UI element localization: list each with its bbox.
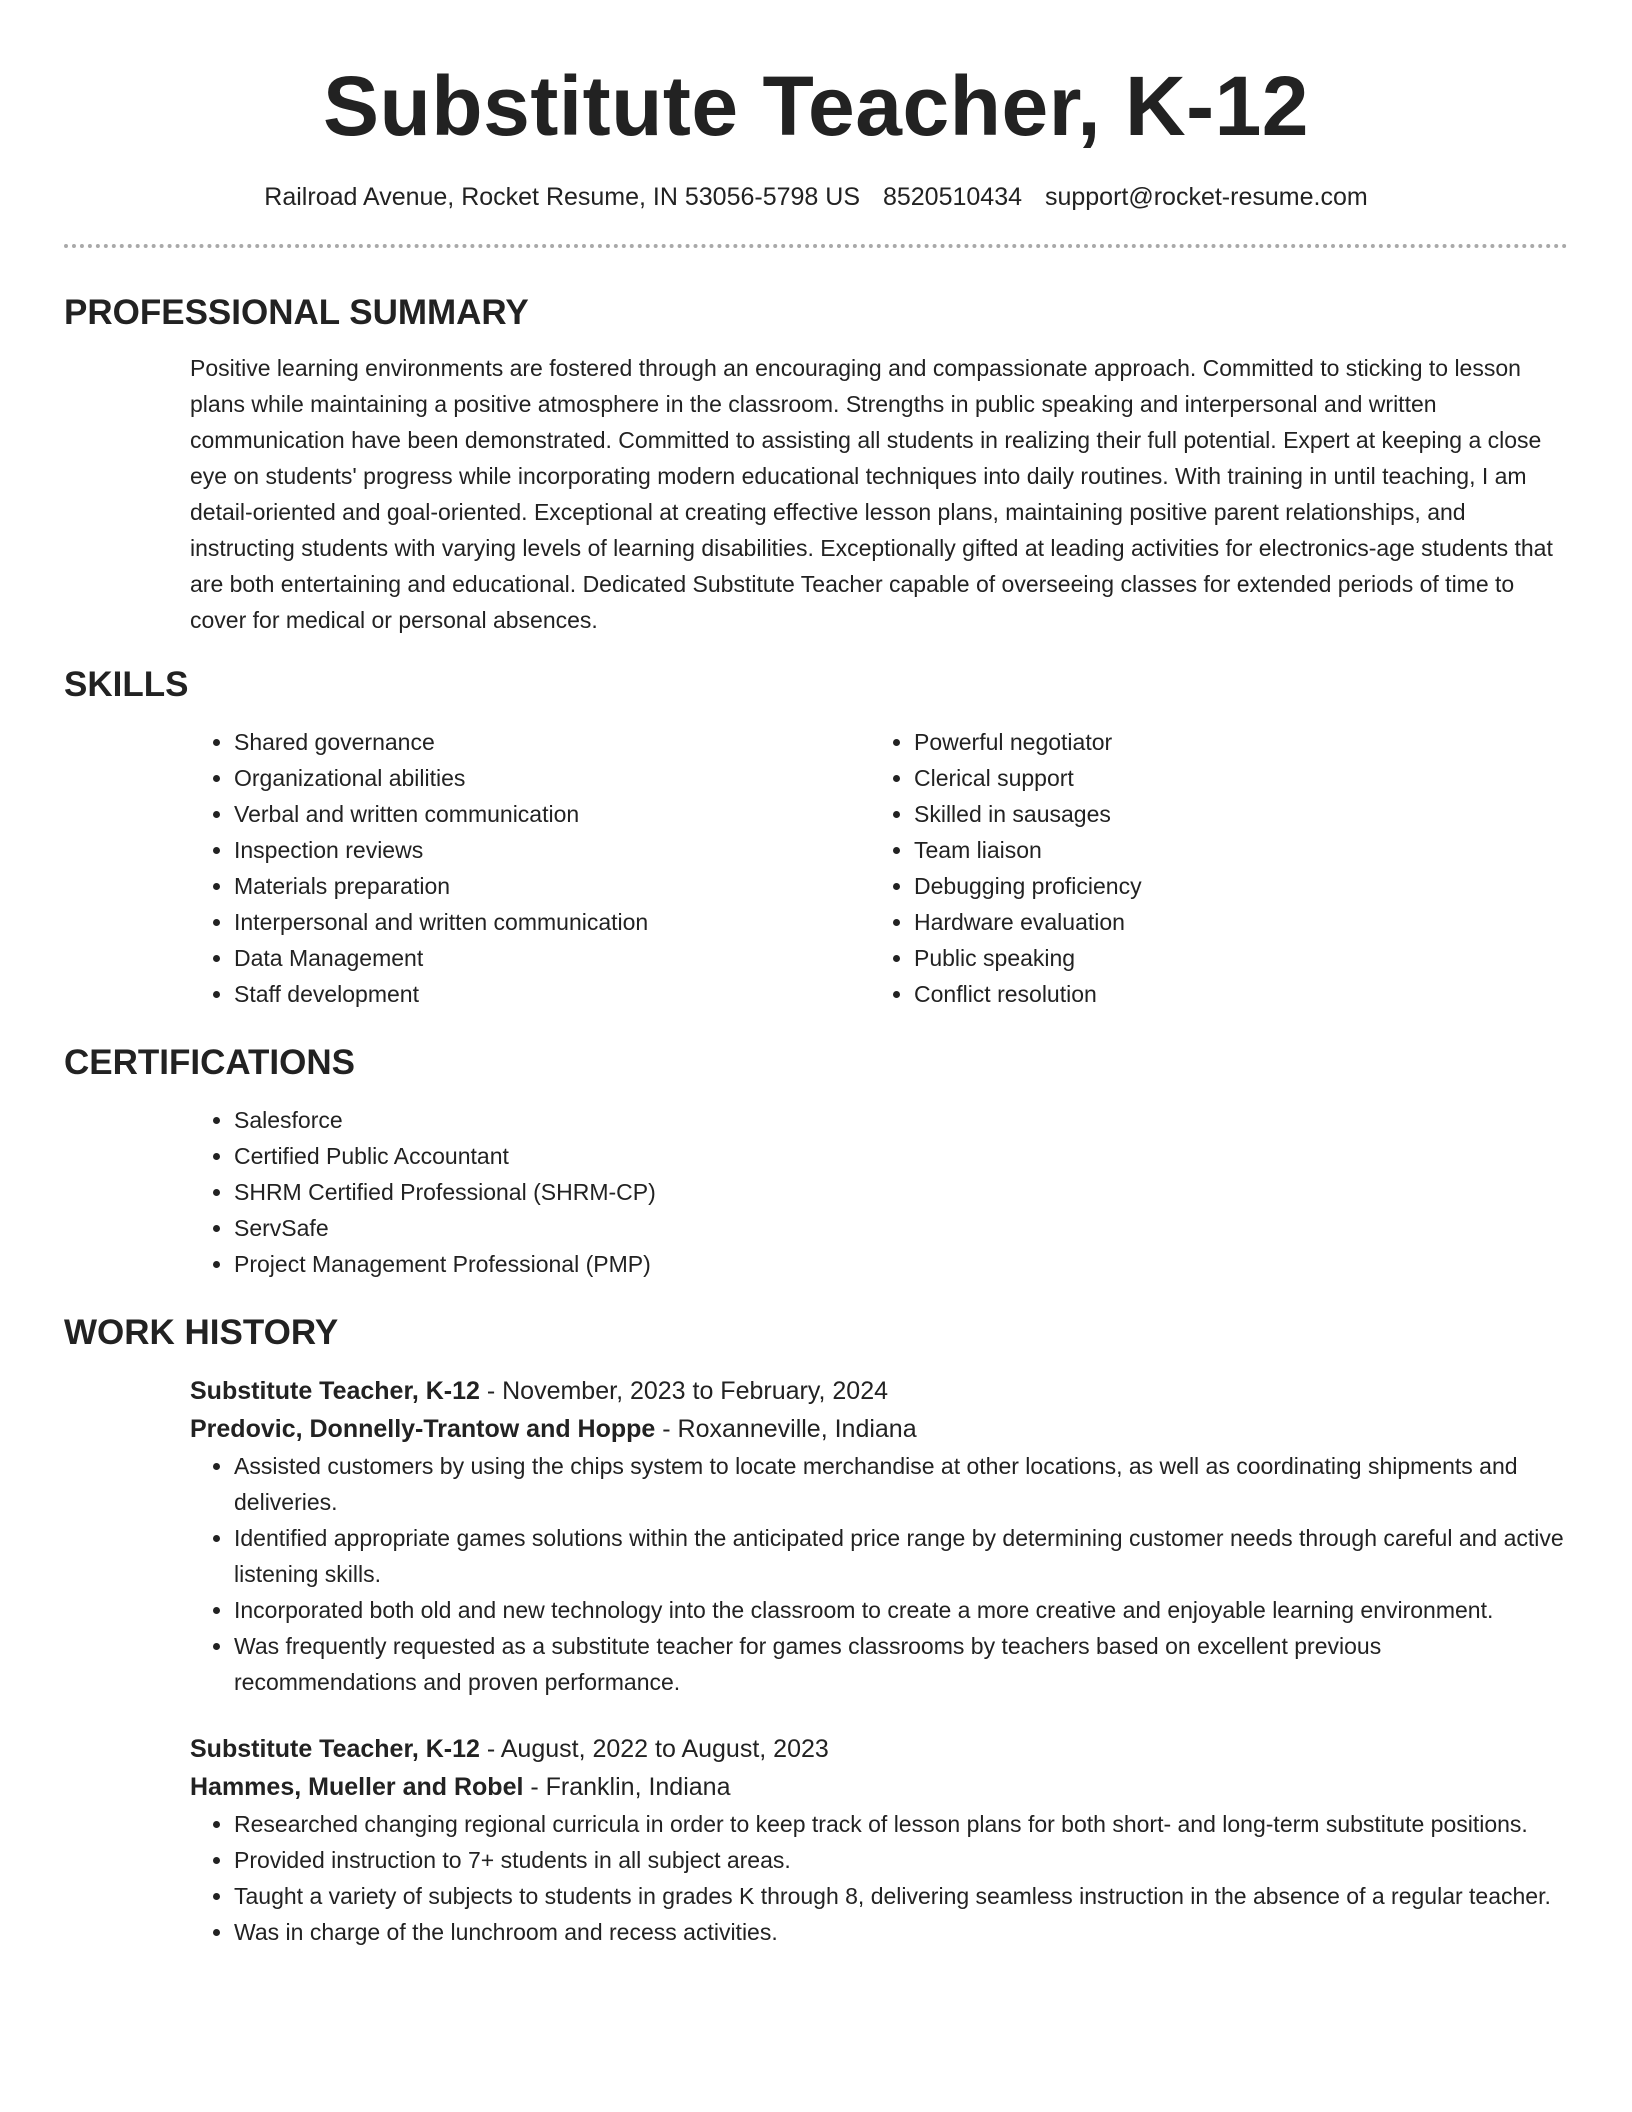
certification-item: • ServSafe	[234, 1210, 1568, 1246]
job-company-line	[190, 1410, 1568, 1448]
skills-section	[64, 664, 1568, 1012]
skill-item: • Staff development	[234, 976, 870, 1012]
job-bullet: • Incorporated both old and new technology into the classroom to create a more creative and enjoyable learning environment.	[234, 1592, 1568, 1628]
skill-item: • Debugging proficiency	[914, 868, 1550, 904]
certifications-heading: CERTIFICATIONS	[64, 1043, 356, 1082]
certification-item: • Certified Public Accountant	[234, 1138, 1568, 1174]
contact-line	[64, 180, 1568, 214]
summary-section	[64, 292, 1568, 638]
skill-item: • Conflict resolution	[914, 976, 1550, 1012]
skills-left-column	[190, 724, 870, 1012]
resume-name: Substitute Teacher, K-12	[322, 59, 1310, 153]
header-divider	[64, 244, 1568, 248]
skill-item: • Shared governance	[234, 724, 870, 760]
job-bullet: • Was in charge of the lunchroom and recess activities.	[234, 1914, 1568, 1950]
contact-email[interactable]: support@rocket-resume.com	[1044, 183, 1368, 211]
skill-item: • Organizational abilities	[234, 760, 870, 796]
job-bullet: • Identified appropriate games solutions within the anticipated price range by determining customer needs through careful and active listening skills.	[234, 1520, 1568, 1592]
skill-item: • Interpersonal and written communication	[234, 904, 870, 940]
job-entry	[190, 1730, 1568, 1950]
work-history-section	[64, 1312, 1568, 1950]
skill-item: • Public speaking	[914, 940, 1550, 976]
contact-phone[interactable]: 8520510434	[882, 183, 1023, 211]
job-dates: - August, 2022 to August, 2023	[479, 1735, 829, 1763]
skills-right-column	[870, 724, 1550, 1012]
job-role: Substitute Teacher, K-12	[190, 1735, 480, 1763]
job-title-line	[190, 1730, 1568, 1768]
job-entry	[190, 1372, 1568, 1700]
skill-item: • Powerful negotiator	[914, 724, 1550, 760]
summary-heading: PROFESSIONAL SUMMARY	[64, 293, 529, 332]
certification-item: • Salesforce	[234, 1102, 1568, 1138]
job-bullet: • Was frequently requested as a substitute teacher for games classrooms by teachers based on excellent previous recommendations and proven performance.	[234, 1628, 1568, 1700]
skill-item: • Hardware evaluation	[914, 904, 1550, 940]
contact-address: Railroad Avenue, Rocket Resume, IN 53056-5798 US	[264, 183, 861, 211]
job-company-line	[190, 1768, 1568, 1806]
job-location: - Franklin, Indiana	[523, 1773, 731, 1801]
skill-item: • Verbal and written communication	[234, 796, 870, 832]
skills-heading: SKILLS	[64, 665, 189, 704]
job-company: Hammes, Mueller and Robel	[190, 1773, 524, 1801]
job-bullet: • Researched changing regional curricula in order to keep track of lesson plans for both short- and long-term substitute positions.	[234, 1806, 1568, 1842]
job-bullet: • Assisted customers by using the chips system to locate merchandise at other locations, as well as coordinating shipments and deliveries.	[234, 1448, 1568, 1520]
skill-item: • Inspection reviews	[234, 832, 870, 868]
skill-item: • Data Management	[234, 940, 870, 976]
job-dates: - November, 2023 to February, 2024	[479, 1377, 888, 1405]
job-company: Predovic, Donnelly-Trantow and Hoppe	[190, 1415, 656, 1443]
work-history-heading: WORK HISTORY	[64, 1313, 339, 1352]
job-role: Substitute Teacher, K-12	[190, 1377, 480, 1405]
job-bullet: • Taught a variety of subjects to students in grades K through 8, delivering seamless instruction in the absence of a regular teacher.	[234, 1878, 1568, 1914]
skill-item: • Skilled in sausages	[914, 796, 1550, 832]
job-title-line	[190, 1372, 1568, 1410]
summary-text: Positive learning environments are fostered through an encouraging and compassionate approach. Committed to sticking to lesson plans while maintaining a positive atmosphere in the classroom. Strengths in public speaking and interpersonal and written communication have been demonstrated. Committed to assisting all students in realizing their full potential. Expert at keeping a close eye on students' progress while incorporating modern educational techniques into daily routines. With training in until teaching, I am detail-oriented and goal-oriented. Exceptional at creating effective lesson plans, maintaining positive parent relationships, and instructing students with varying levels of learning disabilities. Exceptionally gifted at leading activities for electronics-age students that are both entertaining and educational. Dedicated Substitute Teacher capable of overseeing classes for extended periods of time to cover for medical or personal absences.	[190, 355, 1553, 633]
certification-item: • SHRM Certified Professional (SHRM-CP)	[234, 1174, 1568, 1210]
resume-page	[64, 0, 1568, 1950]
skill-item: • Clerical support	[914, 760, 1550, 796]
certifications-section	[64, 1042, 1568, 1282]
job-bullet: • Provided instruction to 7+ students in all subject areas.	[234, 1842, 1568, 1878]
job-location: - Roxanneville, Indiana	[655, 1415, 917, 1443]
skill-item: • Materials preparation	[234, 868, 870, 904]
certification-item: • Project Management Professional (PMP)	[234, 1246, 1568, 1282]
skill-item: • Team liaison	[914, 832, 1550, 868]
